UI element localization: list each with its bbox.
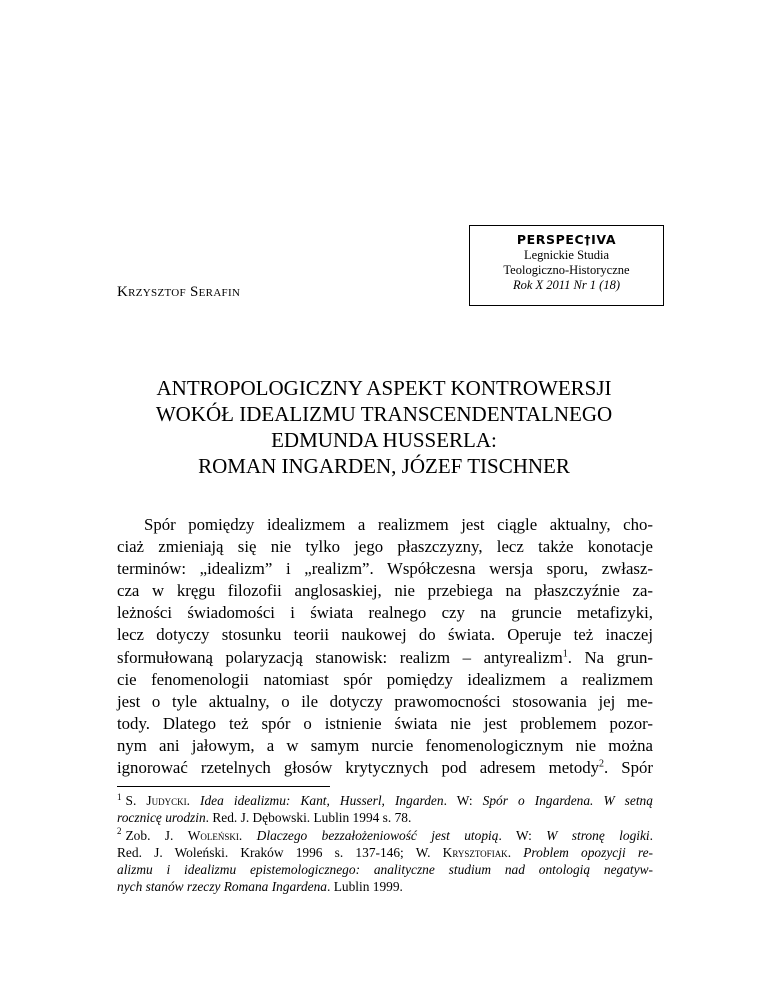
- footnote-title: W stronę logiki: [546, 827, 650, 843]
- author-first-name: Krzysztof: [117, 284, 186, 300]
- body-text-segment: ignorować rzetelnych głosów krytycznych pod adresem metody: [117, 758, 600, 778]
- body-line: jest o tyle aktualny, o ile dotyczy prawomocności stosowania jej me-: [117, 691, 653, 711]
- footnote-2-line-2: [117, 844, 653, 861]
- body-text-segment: . Spór: [604, 758, 654, 778]
- body-line: tody. Dlatego też spór o istnienie świata nie jest problemem pozor-: [117, 713, 653, 733]
- body-text-segment: sformułowaną polaryzacją stanowisk: realizm – antyrealizm: [117, 647, 563, 667]
- footnote-title: alizmu i idealizmu epistemologicznego: analityczne studium nad ontologią negatyw-: [117, 862, 653, 878]
- body-paragraph: [117, 514, 653, 779]
- footnote-author: Judycki: [146, 793, 187, 808]
- body-text-segment: . Na grun-: [567, 647, 653, 667]
- body-line: cza w kręgu filozofii anglosaskiej, nie przebiega na płaszczyźnie za-: [117, 581, 653, 601]
- footnote-ref-2[interactable]: 2: [599, 758, 605, 770]
- footnote-2-line-4: [117, 878, 653, 895]
- body-line: [117, 757, 653, 779]
- footnote-1-line-1: $^1$ S. Judycki. Idea idealizmu: Kant, Husserl, Ingarden. W: Spór o Ingardena. W setną: [117, 791, 653, 808]
- footnote-2-number: 2: [117, 826, 122, 837]
- body-line: leżności świadomości i świata realnego czy na gruncie metafizyki,: [117, 603, 653, 623]
- footnote-2-line-1: $^2$ Zob. J. Woleński. Dlaczego bezzałożeniowość jest utopią. W: W stronę logiki.: [117, 826, 654, 843]
- footnotes: [117, 792, 653, 896]
- body-line: Spór pomiędzy idealizmem a realizmem jest ciągle aktualny, cho-: [144, 515, 653, 534]
- title-line-1: ANTROPOLOGICZNY ASPEKT KONTROWERSJI: [156, 376, 612, 400]
- author-name: [117, 284, 240, 301]
- footnote-text: . W:: [443, 793, 473, 808]
- journal-subtitle-2: Teologiczno-Historyczne: [503, 263, 630, 277]
- journal-issue: Rok X 2011 Nr 1 (18): [512, 278, 621, 292]
- journal-subtitle-1: Legnickie Studia: [523, 248, 610, 262]
- body-line: nym ani jałowym, a w samym nurcie fenomenologicznym nie można: [117, 735, 653, 755]
- footnote-ref-1[interactable]: 1: [562, 647, 568, 659]
- body-line: [117, 647, 653, 669]
- title-line-2: WOKÓŁ IDEALIZMU TRANSCENDENTALNEGO: [155, 402, 613, 426]
- footnote-2-line-3: [117, 861, 653, 878]
- body-line: ciaż zmieniają się nie tylko jego płaszczyzny, lecz także konotacje: [117, 537, 653, 557]
- body-line: lecz dotyczy stosunku teorii naukowej do świata. Operuje też inaczej: [117, 625, 653, 645]
- title-line-3: EDMUNDA HUSSERLA:: [271, 428, 497, 452]
- footnote-text: Red. J. Woleński. Kraków 1996 s. 137-146; W.: [117, 844, 431, 860]
- footnote-text: . W:: [498, 827, 532, 843]
- title-line-4: ROMAN INGARDEN, JÓZEF TISCHNER: [198, 454, 570, 478]
- footnote-text: S.: [125, 793, 137, 808]
- body-line: terminów: „idealizm” i „realizm”. Współczesna wersja sporu, zwłasz-: [117, 559, 653, 579]
- footnote-title: Idea idealizmu: Kant, Husserl, Ingarden: [200, 793, 444, 808]
- journal-info-box: [469, 225, 664, 306]
- article-title: [110, 375, 658, 479]
- footnote-text: Zob. J.: [125, 827, 174, 843]
- footnote-title: nych stanów rzeczy Romana Ingardena: [117, 879, 327, 895]
- footnote-text: .: [507, 844, 512, 860]
- footnote-title: rocznicę urodzin: [117, 810, 206, 826]
- body-line: cie fenomenologii natomiast spór pomiędzy idealizmem a realizmem: [117, 669, 653, 689]
- footnote-author: Woleński: [187, 827, 239, 843]
- footnote-divider: [117, 786, 330, 787]
- footnote-1-number: 1: [117, 791, 122, 802]
- footnote-title: Problem opozycji re-: [523, 844, 653, 860]
- footnote-title: Dlaczego bezzałożeniowość jest utopią: [256, 827, 499, 843]
- author-last-name: Serafin: [190, 284, 241, 300]
- footnote-text: . Lublin 1999.: [327, 879, 403, 895]
- journal-name: PERSPEC†IVA: [516, 232, 617, 247]
- footnote-text: .: [649, 827, 654, 843]
- footnote-1-line-2: [117, 809, 653, 826]
- footnote-author: Krysztofiak: [442, 844, 508, 860]
- footnote-text: . Red. J. Dębowski. Lublin 1994 s. 78.: [205, 810, 412, 826]
- footnote-title: Spór o Ingardena. W setną: [482, 793, 653, 808]
